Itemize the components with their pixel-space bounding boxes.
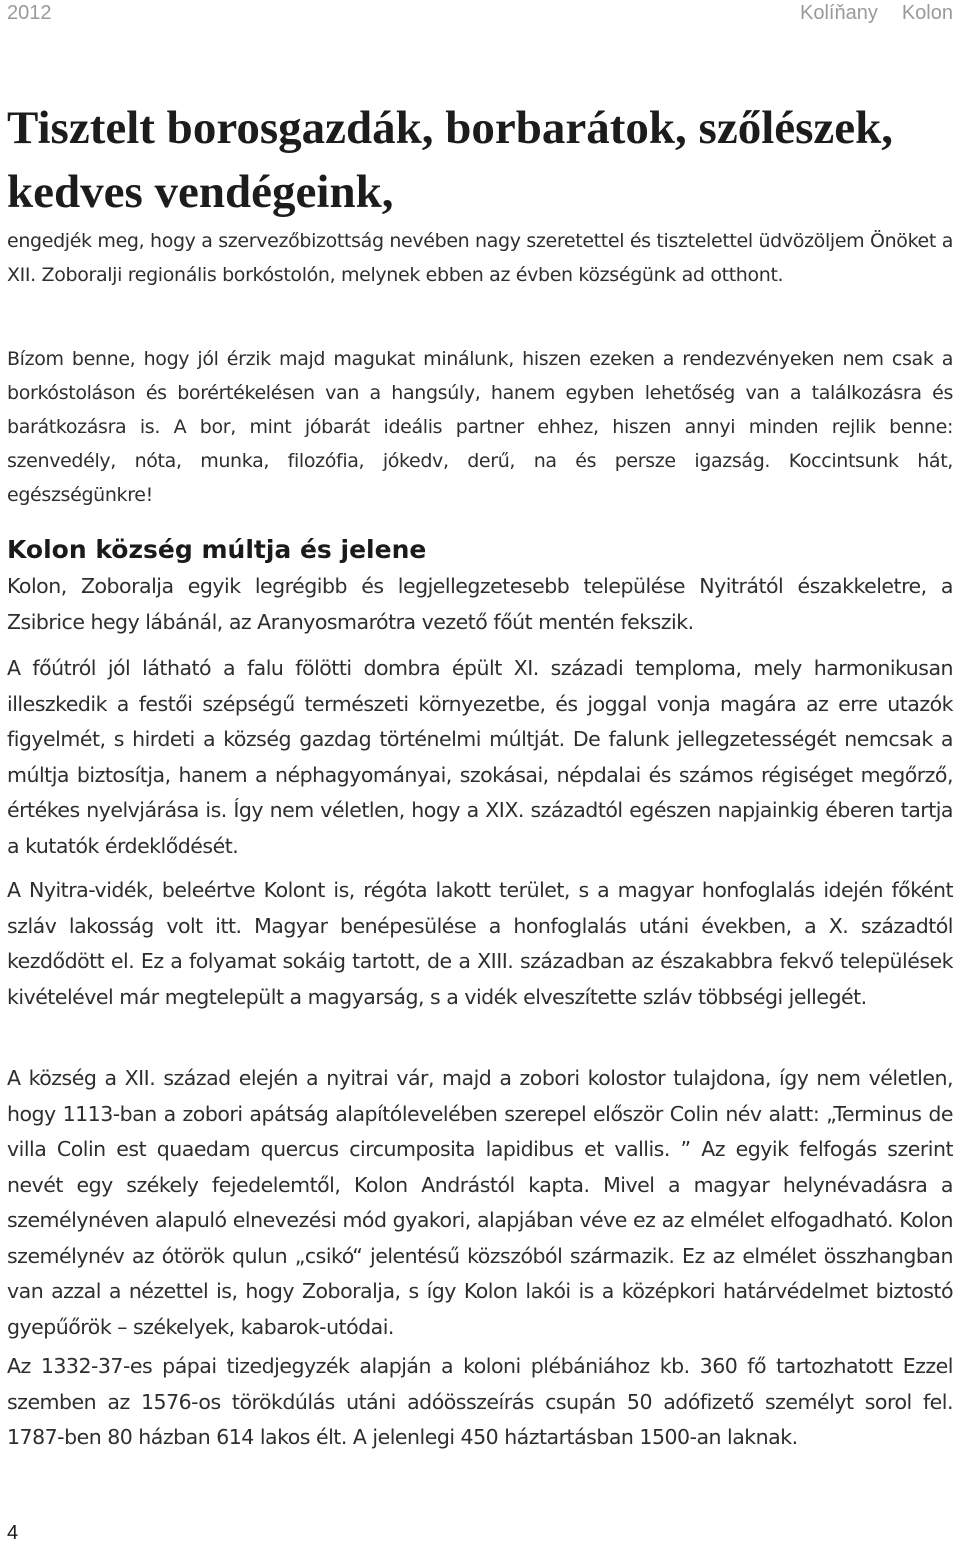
page-number: 4: [7, 1522, 19, 1544]
intro-paragraph-2: Bízom benne, hogy jól érzik majd magukat minálunk, hiszen ezeken a rendezvényeken nem csak a borkóstoláson és borértékelésen van a hangsúly, hanem egyben lehetőség van a találkozásra és barátkozásra is. A bor, mint jóbarát ideális partner ehhez, hiszen annyi minden rejlik benne: szenvedély, nóta, munka, filozófia, jókedv, derű, na és persze igazság. Koccintsunk hát, egészségünkre!: [7, 348, 953, 506]
intro-paragraph-1: engedjék meg, hogy a szervezőbizottság nevében nagy szeretettel és tisztelettel üdvözöljem Önöket a XII. Zoboralji regionális borkóstolón, melynek ebben az évben községünk ad otthont.: [7, 230, 953, 286]
section-paragraph-4: A község a XII. század elején a nyitrai vár, majd a zobori kolostor tulajdona, így nem véletlen, hogy 1113-ban a zobori apátság alapítólevelében szerepel először Colin név alatt: „Terminus de villa Colin est quaedam quercus circumposita lapidibus et vallis. ” Az egyik felfogás szerint nevét egy székely fejedelemtől, Kolon Andrástól kapta. Mivel a magyar helynévadásra a személynéven alapuló elnevezési mód gyakori, alapjában véve ez az elmélet elfogadható. Kolon személynév az ótörök qulun „csikó“ jelentésű közszóból származik. Ez az elmélet összhangban van azzal a nézettel is, hogy Zoboralja, s így Kolon lakói is a középkori határvédelmet biztostó gyepűőrök – székelyek, kabarok-utódai.: [7, 1066, 953, 1339]
header-place-hungarian: Kolon: [901, 1, 953, 24]
section-paragraph-5: Az 1332-37-es pápai tizedjegyzék alapján a koloni plébániához kb. 360 fő tartozhatott Ezzel szemben az 1576-os törökdúlás utáni adóösszeírás csupán 50 adófizető személyt sorol fel. 1787-ben 80 házban 614 lakos élt. A jelenlegi 450 háztartásban 1500-an laknak.: [7, 1354, 953, 1449]
section-heading: Kolon község múltja és jelene: [7, 535, 427, 564]
header-year: 2012: [7, 1, 52, 24]
letter-title: Tisztelt borosgazdák, borbarátok, szőlészek, kedves vendégeink,: [7, 102, 894, 218]
section-paragraph-2: A főútról jól látható a falu fölötti dombra épült XI. századi temploma, mely harmonikusan illeszkedik a festői szépségű természeti környezetbe, és joggal vonja magára az erre utazók figyelmét, s hirdeti a község gazdag történelmi múltját. De falunk jellegzetességét nemcsak a múltja biztosítja, hanem a néphagyományai, szokásai, népdalai és számos régiséget megőrző, értékes nyelvjárása is. Így nem véletlen, hogy a XIX. századtól egészen napjainkig éberen tartja a kutatók érdeklődését.: [7, 656, 953, 858]
header-place-names: [800, 2, 953, 25]
section-paragraph-1: Kolon, Zoboralja egyik legrégibb és legjellegzetesebb települése Nyitrától északkeletre, a Zsibrice hegy lábánál, az Aranyosmarótra vezető főút mentén fekszik.: [7, 574, 953, 634]
running-header: [7, 0, 953, 26]
header-place-slovak: Kolíňany: [800, 1, 878, 24]
section-paragraph-3: A Nyitra-vidék, beleértve Kolont is, régóta lakott terület, s a magyar honfoglalás idején főként szláv lakosság volt itt. Magyar benépesülése a honfoglalás utáni években, a X. századtól kezdődött el. Ez a folyamat sokáig tartott, de a XIII. században az északabbra fekvő települések kivételével már megtelepült a magyarság, s a vidék elveszítette szláv többségi jellegét.: [7, 878, 953, 1009]
